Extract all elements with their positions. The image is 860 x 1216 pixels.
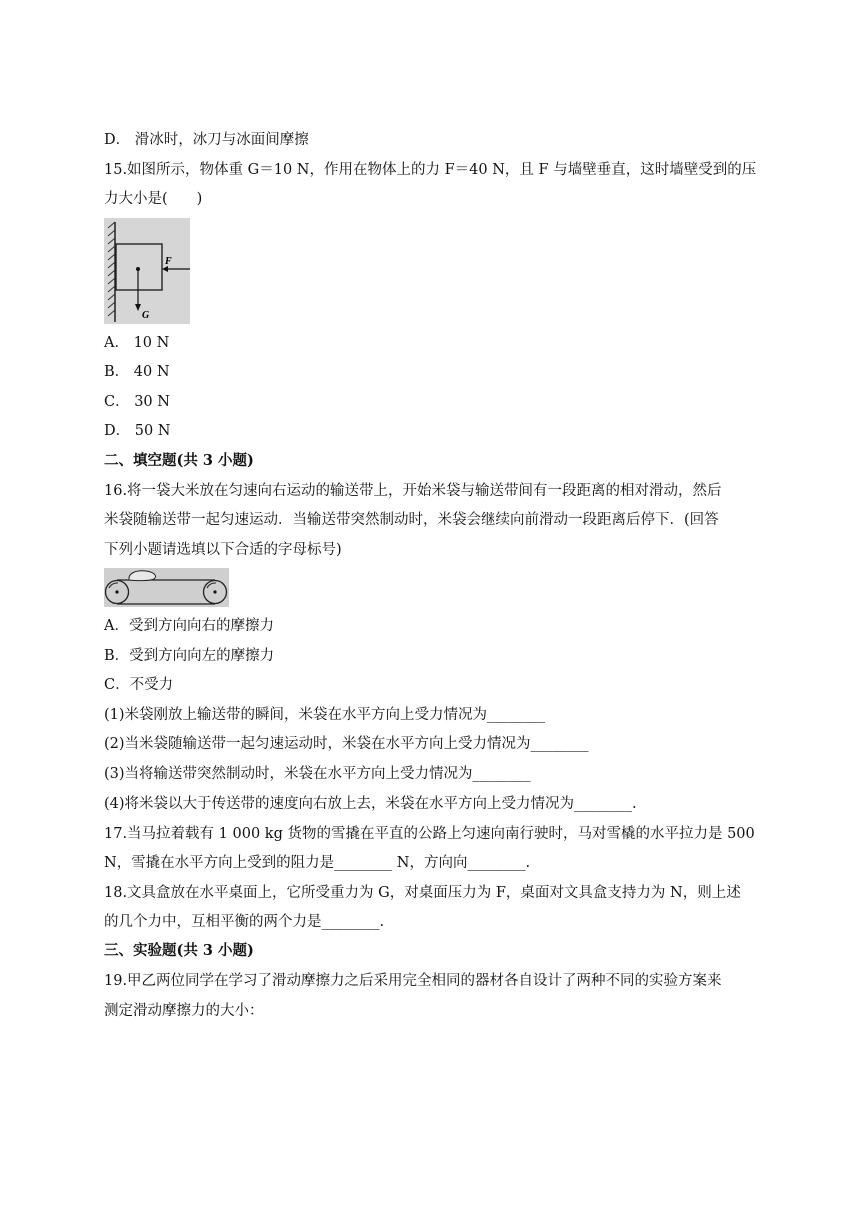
q19-line2: 测定滑动摩擦力的大小： bbox=[104, 1003, 264, 1019]
section-heading-fill-blank: 二、填空题(共 3 小题) bbox=[104, 452, 254, 469]
q15-option-d: D． 50 N bbox=[104, 423, 171, 439]
q18-line2: 的几个力中，互相平衡的两个力是________. bbox=[104, 914, 385, 930]
q15-stem-line1: 15.如图所示，物体重 G＝10 N，作用在物体上的力 F＝40 N，且 F 与墙壁垂直，这时墙壁受到的压 bbox=[104, 162, 757, 178]
q16-stem-line2: 米袋随输送带一起匀速运动．当输送带突然制动时，米袋会继续向前滑动一段距离后停下．(回答 bbox=[104, 512, 719, 528]
force-label: F bbox=[165, 256, 172, 267]
q16-sub2: (2)当米袋随输送带一起匀速运动时，米袋在水平方向上受力情况为________ bbox=[104, 736, 589, 752]
q15-option-b: B． 40 N bbox=[104, 364, 170, 380]
q16-stem-line3: 下列小题请选填以下合适的字母标号) bbox=[104, 542, 342, 558]
q16-sub3: (3)当将输送带突然制动时，米袋在水平方向上受力情况为________ bbox=[104, 766, 531, 782]
q18-line1: 18.文具盒放在水平桌面上，它所受重力为 G，对桌面压力为 F，桌面对文具盒支持力为 N，则上述 bbox=[104, 885, 741, 901]
gravity-label: G bbox=[142, 310, 150, 321]
q17-line1: 17.当马拉着载有 1 000 kg 货物的雪撬在平直的公路上匀速向南行驶时，马对雪橇的水平拉力是 500 bbox=[104, 826, 755, 842]
conveyor-diagram bbox=[104, 568, 229, 607]
q15-stem-line2: 力大小是( ) bbox=[104, 191, 203, 207]
section-heading-experiment: 三、实验题(共 3 小题) bbox=[104, 942, 254, 959]
q15-option-a: A． 10 N bbox=[104, 335, 170, 351]
q17-line2: N，雪撬在水平方向上受到的阻力是________ N，方向向________. bbox=[104, 855, 531, 871]
q16-choice-c: C．不受力 bbox=[104, 677, 174, 693]
q16-choice-b: B．受到方向向左的摩擦力 bbox=[104, 648, 275, 664]
q16-stem-line1: 16.将一袋大米放在匀速向右运动的输送带上，开始米袋与输送带间有一段距离的相对滑动，然后 bbox=[104, 483, 722, 499]
q16-choice-a: A．受到方向向右的摩擦力 bbox=[104, 618, 274, 634]
conveyor-figure bbox=[104, 568, 229, 607]
block-shape bbox=[116, 244, 162, 290]
rice-bag bbox=[129, 571, 156, 581]
wall-block-diagram bbox=[104, 218, 190, 324]
q16-sub4: (4)将米袋以大于传送带的速度向右放上去，米袋在水平方向上受力情况为________. bbox=[104, 796, 637, 812]
q14-option-d: D． 滑冰时，冰刀与冰面间摩擦 bbox=[104, 132, 309, 148]
wall-block-figure bbox=[104, 218, 190, 324]
q15-option-c: C． 30 N bbox=[104, 394, 170, 410]
q16-sub1: (1)米袋刚放上输送带的瞬间，米袋在水平方向上受力情况为________ bbox=[104, 707, 546, 723]
q19-line1: 19.甲乙两位同学在学习了滑动摩擦力之后采用完全相同的器材各自设计了两种不同的实验方案来 bbox=[104, 973, 722, 989]
